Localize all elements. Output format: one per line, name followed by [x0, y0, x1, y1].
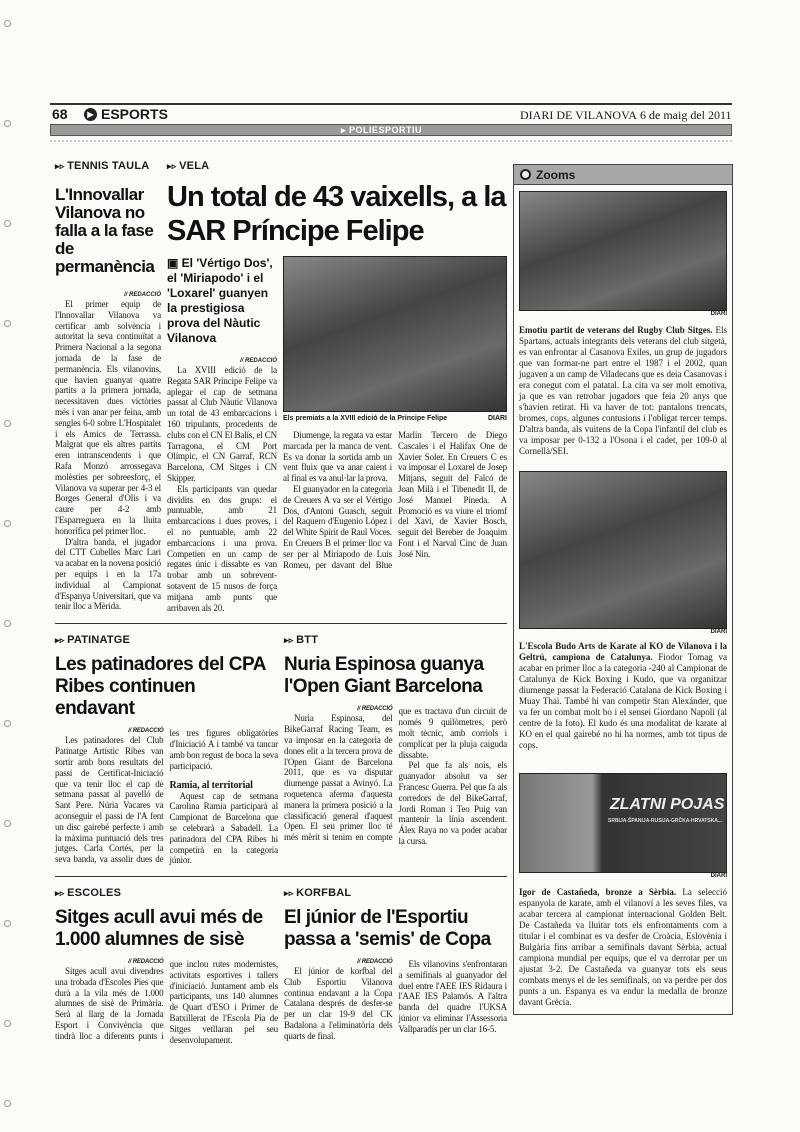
main-content: [55, 160, 507, 1045]
zoom-caption: [519, 325, 727, 457]
byline: // REDACCIÓ: [128, 728, 164, 735]
article-body: [55, 959, 278, 1045]
paragraph: Diumenge, la regata va estar marcada per la manca de vent. Es va donar la sortida amb un vent fluix que va anar caient i al final es va anul·lar la prova.: [283, 430, 392, 484]
byline: // REDACCIÓ: [357, 959, 393, 966]
middle-row: [55, 634, 507, 866]
punch-hole: [4, 1020, 11, 1027]
tennis-headline: L'Innovallar Vilanova no falla a la fase de permanència: [55, 185, 155, 276]
caption-text: La selecció espanyola de karate, amb el vilanoví a les seves files, va acabar tercera al campionat internacional Golden Belt. De Castañeda va lluitar tots els enfrontaments com a titular i el combinat es va desfer de Croàcia, Eslovènia i Bulgària fins arribar a semifinals davant Sèrbia, actual campiona mundial per equips, que el va derrotar per un ajustat 3-2. De Castañeda va guanyar tots els seus combats menys el de les semifinals, on va perdre per dos punts a un. Espanya es va endur la medalla de bronze davant Grècia.: [519, 887, 727, 1007]
punch-hole: [4, 820, 11, 827]
square-bullet-icon: ▣: [167, 256, 182, 270]
vela-columns: [167, 256, 507, 613]
banner-title: ZLATNI POJAS: [610, 796, 725, 813]
subsection-label: ▸ POLIESPORTIU: [341, 125, 423, 135]
paragraph: Els vilanovins s'enfrontaran a semifinals al guanyador del duel entre l'AEE IES Ridaura i l'AAE IES Palamós. A l'altra banda del quadre l'UKSA júnior va eliminar l'Assessoria Vallparadís per un clar 16-5.: [398, 959, 507, 1034]
paragraph: La XVIII edició de la Regata SAR Príncipe Felipe va aplegar el cap de setmana passat al Club Nàutic Vilanova un total de 43 embarcacions i 160 tripulants, procedents de clubs con el CN El Balís, el CN Tarragona, el CM Port Olímpic, el CN Garraf, RCN Barcelona, CM Sitges i CN Skipper.: [167, 365, 277, 483]
subhead-text: El 'Vértigo Dos', el 'Miriapodo' i el 'Loxarel' guanyen la prestigiosa prova del Nàutic Vilanova: [167, 256, 273, 345]
paragraph: Nuria Espinosa, del BikeGarraf Racing Team, es va imposar en la categoria de dones elit a la tercera prova de l'Open Giant de Barcelona 2011, que es va disputar diumenge passat a Avinyó. La roquetenca aferma d'aquesta manera la primera posició a la classificació general d'aquest Open. El seu primer lloc té més mèrit si tenim en compte que es tractava d'un circuit de només 9 quilòmetres, però molt tècnic, amb corriols i complicat per la pluja caiguda dissabte.: [284, 706, 507, 843]
zooms-header: [514, 165, 732, 185]
banner-subtitle: SRBIJA-ŠPANIJA-RUSIJA-GRČKA-HRVATSKA...: [608, 818, 723, 824]
magnifier-icon: [520, 169, 531, 180]
section-divider: [55, 876, 507, 877]
photo-credit: DIARI: [710, 629, 727, 635]
paragraph: El primer equip de l'Innovallar Vilanova va certificar amb solvència i autoritat la seva continuïtat a Primera Nacional a la segona jornada de la fase de permanència. Els vilanovins, que havien guanyat quatre partits a la primera jornada, necessitaven dues victòries més i van anar per feina, amb sengles 6-0 sobre L'Hospitalet i els Amics de Terrassa. Malgrat que els altres partits eren intranscendents i que Rafa Monzó arrossegava molèsties per sobreesforç, el Vilanova va superar per 4-3 el Borges General d'Olis i va caure per 4-2 amb l'Esparreguera en la lluita honorífica pel primer lloc.: [55, 299, 161, 536]
korfbal-headline: El júnior de l'Esportiu passa a 'semis' de Copa: [284, 907, 491, 951]
vela-award-photo: [283, 256, 507, 412]
zooms-sidebar: [513, 164, 733, 1015]
patinatge-section-label: ▸▹ PATINATGE: [55, 634, 278, 646]
section-title: [84, 106, 168, 122]
punch-hole: [4, 1100, 11, 1107]
article-body: [284, 706, 507, 846]
top-row: [55, 160, 507, 613]
article-subhead: Ramia, al territorial: [169, 779, 253, 791]
korfbal-article: [284, 887, 507, 1042]
paragraph: D'altra banda, el jugador del CTT Cubelles Marc Lari va acabar en la novena posició per equips i en la 17a individual al Campionat d'Espanya Universitari, que va tenir lloc a Mèrida.: [55, 536, 161, 612]
photo-credit: DIARI: [710, 873, 727, 879]
newspaper-name: DIARI DE VILANOVA: [520, 108, 637, 122]
vela-article-col1: [167, 256, 277, 613]
arrow-circle-icon: ▶: [84, 108, 97, 121]
vela-headline: Un total de 43 vaixells, a la SAR Príncipe Felipe: [167, 181, 506, 247]
bottom-row: [55, 887, 507, 1045]
punch-hole: [4, 220, 11, 227]
paragraph: El guanyador en la categoria de Creuers A va ser el Vértigo Dos, d'Antoni Guasch, seguit del Raquero d'Eugenio López i del White Spirit de Raul Voces. En Creuers B el primer lloc va ser per al Miriapodo de Luis Romeu, per davant del Blue Marlin Tercero de Diego Cascales i el Halifax One de Xavier Soler. En Creuers C es va imposar el Loxarel de Josep Mitjans, seguit del Falcó de Joan Milà i el Tibenedit II, de José Manuel Pineda. A Promoció es va viure el triomf del Xavi, de Xavier Bosch, seguit del Bereber de Joaquim Font i el Narval Cinc de Juan José Nin.: [283, 430, 507, 570]
caption-lead: Igor de Castañeda, bronze a Sèrbia.: [519, 887, 677, 897]
byline: // REDACCIÓ: [239, 358, 277, 364]
byline: // REDACCIÓ: [128, 959, 164, 966]
vela-article: [167, 160, 507, 613]
article-body: [284, 959, 507, 1042]
punch-hole: [4, 320, 11, 327]
tennis-section-label: ▸▹ TENNIS TAULA: [55, 160, 161, 172]
byline: // REDACCIÓ: [357, 706, 393, 713]
photo-credit: DIARI: [487, 415, 507, 422]
punch-hole: [4, 120, 11, 127]
section-divider: [55, 623, 507, 624]
byline: // REDACCIÓ: [123, 292, 161, 298]
btt-headline: Nuria Espinosa guanya l'Open Giant Barcelona: [284, 654, 484, 698]
section-label: ESPORTS: [101, 106, 168, 122]
patinatge-headline: Les patinadores del CPA Ribes continuen endavant: [55, 654, 266, 720]
paragraph: Aquest cap de setmana Carolina Ramia participarà al Campionat de Barcelona que se celebrarà a Sabadell. La patinadora del CPA Ribes hi competirà en la categoria júnior.: [169, 790, 278, 866]
punch-hole: [4, 620, 11, 627]
rugby-photo: [519, 191, 727, 311]
paragraph: El júnior de korfbal del Club Esportiu Vilanova continua endavant a la Copa Catalana després de desfer-se per un clar 19-9 del CK Badalona a l'eliminatòria dels quarts de final.: [284, 966, 393, 1041]
escoles-article: [55, 887, 278, 1045]
korfbal-section-label: ▸▹ KORFBAL: [284, 887, 507, 899]
caption-lead: Emotiu partit de veterans del Rugby Club Sitges.: [519, 325, 713, 335]
tennis-article: [55, 160, 161, 612]
caption-text: Fiodor Tomag va acabar en primer lloc a la categoria -240 al Campionat de Catalunya de Kick Boxing i Kudo, que va organitzar diumenge passat la Federació Catalana de Kick Boxing i Muay Thai. També hi van competir Stan Alexánder, que va fer un combat molt bo i el sensei Giordano Napoli (al centre de la foto). El kudo és una modalitat de karate al KO en el qual gairebé no hi ha normes, amb tot tipus de cops.: [519, 652, 727, 750]
punch-hole: [4, 20, 11, 27]
photo-caption: Els premiats a la XVIII edició de la Príncipe Felipe: [283, 415, 448, 422]
punch-hole: [4, 920, 11, 927]
article-body: [167, 365, 277, 613]
paragraph: Les patinadores del Club Patinatge Artístic Ribes van sortir amb bons resultats del passi de Certificat-Iniciació que va tenir lloc el cap de setmana passat al pavelló de Sant Pere. Núria Vacares va aconseguir el passi de l'A fent un disc gairebé perfecte i amb la màxima puntuació dels tres jutges. Carla Cortés, per la seva banda, va assolir dues de les tres figures obligatòries d'Iniciació A i també va tancar amb bon regust de boca la seva participació.: [55, 728, 278, 865]
zoom-caption: [519, 887, 727, 1008]
zooms-title: Zooms: [536, 167, 576, 182]
escoles-headline: Sitges acull avui més de 1.000 alumnes de sisè: [55, 907, 263, 951]
btt-article: [284, 634, 507, 846]
vela-article-col23: [283, 430, 507, 570]
caption-lead: L'Escola Budo Arts de Karate al KO de Vilanova i la Geltrú, campiona de Catalunya.: [519, 641, 727, 662]
caption-text: Els Spartans, actuals integrants dels veterans del club sitgetà, es van enfrontar al Casanova Exiles, un grup de jugadors que van formar-ne part entre el 1987 i el 2002, quan jugaven a un camp de Viladecans que es deia Casanovas i era conegut com el patatal. La cita va ser molt emotiva, ja que es van retrobar jugadors que feia 20 anys que s'havien retirat. Hi va haver de tot: pantalons trencats, bromes, cops, algunes contusions i l'obligat tercer temps. D'altra banda, als vuitens de la Copa l'infantil del club es va imposar per 0-132 a l'Osona i el cadet, per 109-0 al Cornellà/SEI.: [519, 325, 727, 456]
escoles-section-label: ▸▹ ESCOLES: [55, 887, 278, 899]
punch-hole: [4, 520, 11, 527]
btt-section-label: ▸▹ BTT: [284, 634, 507, 646]
vela-subhead: [167, 256, 277, 346]
page-number: 68: [52, 106, 68, 122]
patinatge-article: [55, 634, 278, 866]
issue-date: 6 de maig del 2011: [640, 108, 732, 122]
zoom-caption: [519, 641, 727, 751]
dotted-divider: [50, 140, 732, 143]
paragraph: Pel que fa als nois, els guanyador absolut va ser Francesc Guerra. Pel que fa als corredors de del BikeGarraf, Jordi Roman i Teo Puig van mantenir la línia ascendent. Álex Raya no va poder acabar la cursa.: [398, 760, 507, 846]
article-body: [55, 299, 161, 612]
vela-right: [283, 256, 507, 570]
paragraph: Els participants van quedar dividits en dos grups: el puntuable, amb 21 embarcacions i dues proves, i el no puntuable, amb 22 embarcacions i una prova. Competien en un camp de regates únic i dissabte es van trobar amb un sobrevent-sotavent de 15 nusos de força mitjana amb punts que arribaven als 20.: [167, 483, 277, 613]
subsection-band: [50, 124, 732, 136]
punch-hole: [4, 720, 11, 727]
photo-credit: DIARI: [710, 311, 727, 317]
top-rule: [50, 103, 732, 105]
vela-section-label: ▸▹ VELA: [167, 160, 507, 172]
article-body: [55, 728, 278, 866]
castaneda-photo: [519, 773, 727, 873]
photo-caption-row: [283, 415, 507, 422]
karate-team-photo: [519, 471, 727, 629]
punch-hole: [4, 420, 11, 427]
paragraph: Sitges acull avui divendres una trobada d'Escoles Pies que durà a la vila més de 1.000 alumnes de sisè de Primària. Serà al llarg de la Jornada Esport i Convivència que tindrà lloc a diferents punts i que inclou rutes modernistes, activitats esportives i tallers d'iniciació. Juntament amb els participants, uns 140 alumnes de Quart d'ESO i Primer de Batxillerat de l'Escola Pia de Sitges vetllaran pel seu desenvolupament.: [55, 959, 278, 1045]
